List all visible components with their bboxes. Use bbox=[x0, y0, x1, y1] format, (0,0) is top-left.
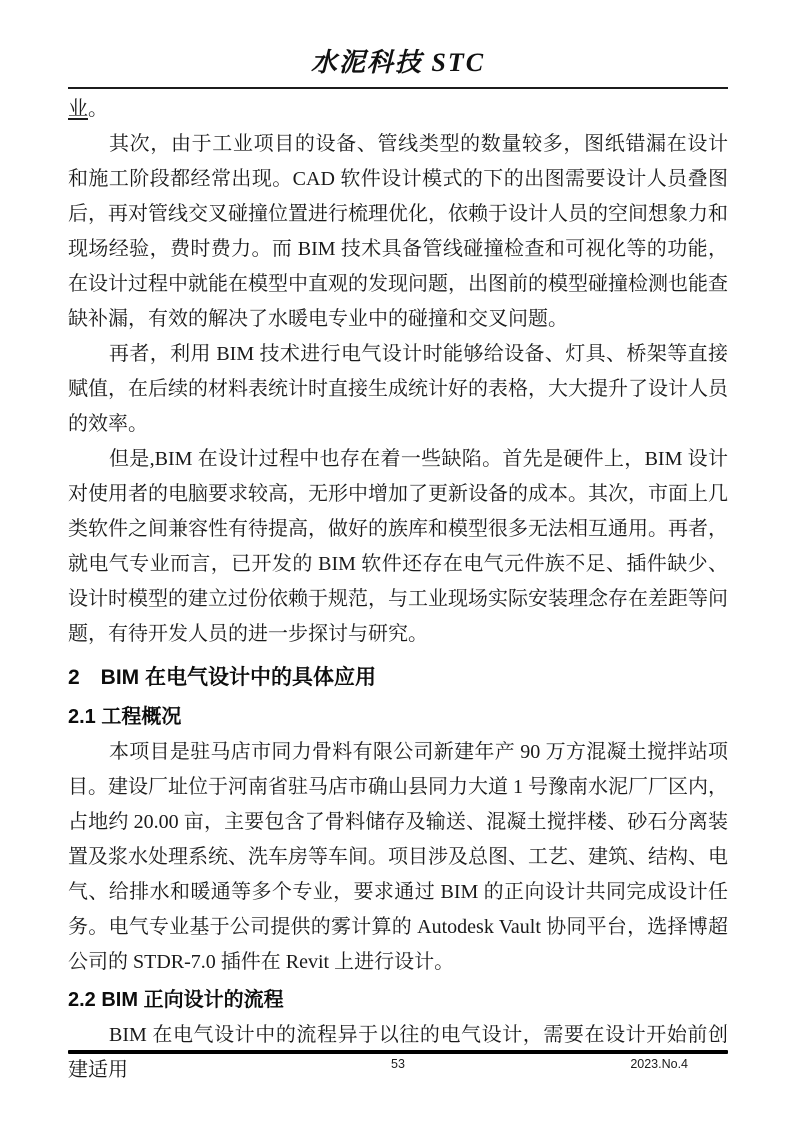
page-number: 53 bbox=[391, 1057, 405, 1071]
continuation-punctuation: 。 bbox=[88, 98, 108, 120]
page-footer bbox=[68, 1050, 728, 1071]
paragraph-continuation bbox=[68, 92, 728, 127]
journal-title: 水泥科技 STC bbox=[310, 48, 486, 77]
subsection-heading-2-2: 2.2 BIM 正向设计的流程 bbox=[68, 989, 284, 1011]
issue-number: 2023.No.4 bbox=[630, 1057, 688, 1071]
paragraph-project-overview: 本项目是驻马店市同力骨料有限公司新建年产 90 万方混凝土搅拌站项目。建设厂址位于河南省驻马店市确山县同力大道 1 号豫南水泥厂厂区内，占地约 20.00 亩，主要包含了骨料储存及输送、混凝土搅拌楼、砂石分离装置及浆水处理系统、洗车房等车间。项目涉及总图、工艺、建筑、结构、电气、给排水和暖通等多个专业，要求通过 BIM 的正向设计共同完成设计任务。电气专业基于公司提供的雾计算的 Autodesk Vault 协同平台，选择博超公司的 STDR-7.0 插件在 Revit 上进行设计。 bbox=[68, 741, 728, 973]
page-body bbox=[68, 92, 728, 1088]
paragraph-bim-workflow: BIM 在电气设计中的流程异于以往的电气设计，需要在设计开始前创建适用 bbox=[68, 1024, 728, 1081]
page-header bbox=[68, 0, 728, 89]
footer-row bbox=[68, 1057, 728, 1071]
section-heading-2: 2 BIM 在电气设计中的具体应用 bbox=[68, 666, 377, 689]
subsection-heading-2-1: 2.1 工程概况 bbox=[68, 706, 182, 728]
paragraph-cad-drawbacks: 其次，由于工业项目的设备、管线类型的数量较多，图纸错漏在设计和施工阶段都经常出现。CAD 软件设计模式的下的出图需要设计人员叠图后，再对管线交叉碰撞位置进行梳理优化，依赖于设计人员的空间想象力和现场经验，费时费力。而 BIM 技术具备管线碰撞检查和可视化等的功能，在设计过程中就能在模型中直观的发现问题，出图前的模型碰撞检测也能查缺补漏，有效的解决了水暖电专业中的碰撞和交叉问题。 bbox=[68, 133, 728, 330]
paragraph-bim-defects: 但是,BIM 在设计过程中也存在着一些缺陷。首先是硬件上，BIM 设计对使用者的电脑要求较高，无形中增加了更新设备的成本。其次，市面上几类软件之间兼容性有待提高，做好的族库和模型很多无法相互通用。再者，就电气专业而言，已开发的 BIM 软件还存在电气元件族不足、插件缺少、设计时模型的建立过份依赖于规范，与工业现场实际安装理念存在差距等问题，有待开发人员的进一步探讨与研究。 bbox=[68, 448, 728, 645]
underlined-character: 业 bbox=[68, 98, 88, 120]
footer-rule bbox=[68, 1050, 728, 1054]
header-rule bbox=[68, 87, 728, 89]
paragraph-bim-benefits: 再者，利用 BIM 技术进行电气设计时能够给设备、灯具、桥架等直接赋值，在后续的材料表统计时直接生成统计好的表格，大大提升了设计人员的效率。 bbox=[68, 343, 728, 435]
